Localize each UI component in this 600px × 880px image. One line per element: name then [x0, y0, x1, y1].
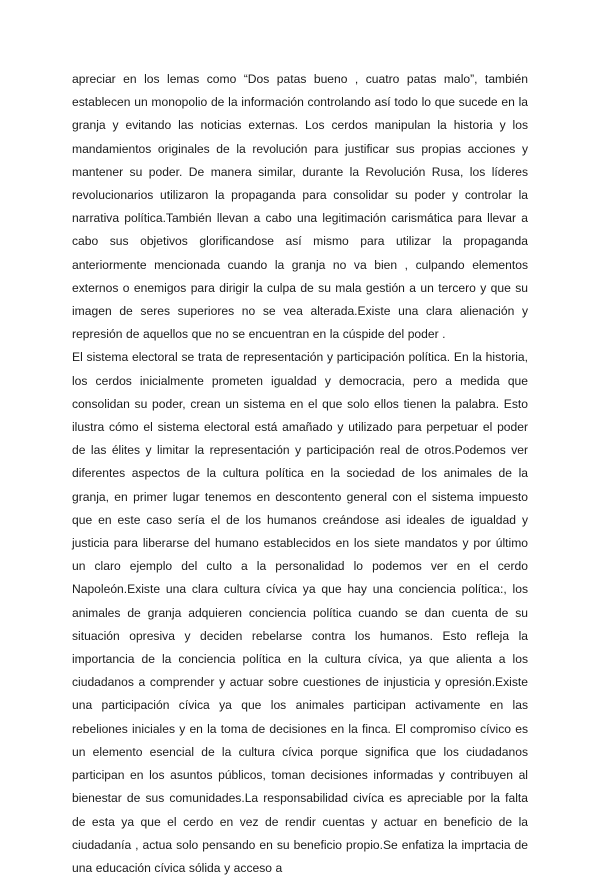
body-paragraph-1: apreciar en los lemas como “Dos patas bueno , cuatro patas malo”, también establecen un monopolio de la información controlando así todo lo que sucede en la granja y evitando las noticias externas. Los cerdos manipulan la historia y los mandamientos originales de la revolución para justificar sus propias acciones y mantener su poder. De manera similar, durante la Revolución Rusa, los líderes revolucionarios utilizaron la propaganda para consolidar su poder y controlar la narrativa política.También llevan a cabo una legitimación carismática para llevar a cabo sus objetivos glorificandose así mismo para utilizar la propaganda anteriormente mencionada cuando la granja no va bien , culpando elementos externos o enemigos para dirigir la culpa de su mala gestión a un tercero y que su imagen de seres superiores no se vea alterada.Existe una clara alienación y represión de aquellos que no se encuentran en la cúspide del poder . — [72, 72, 528, 342]
body-paragraph-2: El sistema electoral se trata de representación y participación política. En la historia, los cerdos inicialmente prometen igualdad y democracia, pero a medida que consolidan su poder, crean un sistema en el que solo ellos tienen la palabra. Esto ilustra cómo el sistema electoral está amañado y utilizado para perpetuar el poder de las élites y limitar la representación y participación real de otros.Podemos ver diferentes aspectos de la cultura política en la sociedad de los animales de la granja, en primer lugar tenemos en descontento general con el sistema impuesto que en este caso sería el de los humanos creándose asi ideales de igualdad y justicia para liberarse del humano establecidos en los siete mandatos y por último un claro ejemplo del culto a la personalidad lo podemos ver en el cerdo Napoleón.Existe una clara cultura cívica ya que hay una conciencia política:, los animales de granja adquieren conciencia política cuando se dan cuenta de su situación opresiva y deciden rebelarse contra los humanos. Esto refleja la importancia de la conciencia política en la cultura cívica, ya que alienta a los ciudadanos a comprender y actuar sobre cuestiones de injusticia y opresión.Existe una participación cívica ya que los animales participan activamente en las rebeliones iniciales y en la toma de decisiones en la finca. El compromiso cívico es un elemento esencial de la cultura cívica porque significa que los ciudadanos participan en los asuntos públicos, toman decisiones informadas y contribuyen al bienestar de sus comunidades.La responsabilidad civíca es apreciable por la falta de esta ya que el cerdo en vez de rendir cuentas y actuar en beneficio de la ciudadanía , actua solo pensando en su beneficio propio.Se enfatiza la imprtacia de una educación cívica sólida y acceso a — [72, 350, 528, 875]
document-page — [72, 68, 528, 880]
